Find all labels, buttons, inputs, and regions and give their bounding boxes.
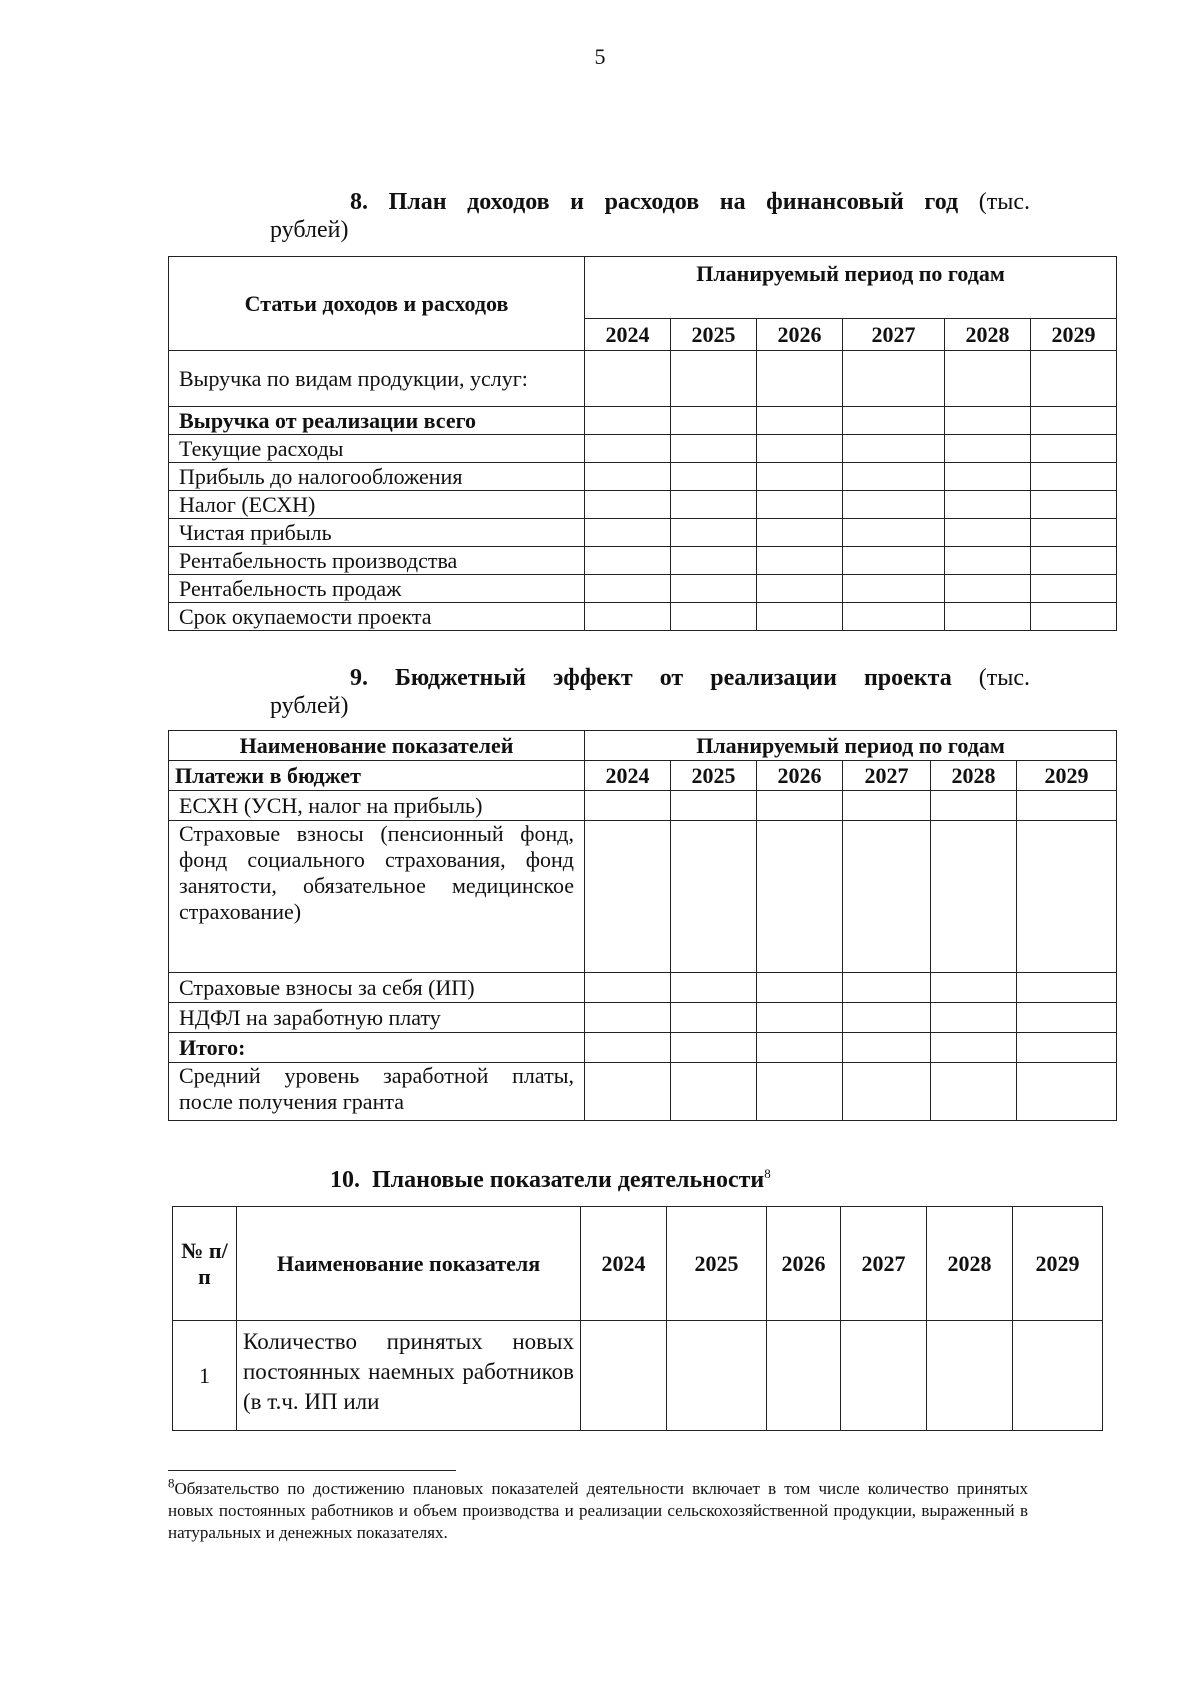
- value-cell: [931, 1003, 1017, 1033]
- value-cell: [843, 351, 945, 407]
- value-cell: [757, 973, 843, 1003]
- section-10-title-text: Плановые показатели деятельности: [372, 1167, 765, 1193]
- value-cell: [757, 1033, 843, 1063]
- section-8-title-line2: рублей): [270, 217, 349, 243]
- value-cell: [581, 1321, 667, 1431]
- value-cell: [585, 1063, 671, 1121]
- value-cell: [757, 435, 843, 463]
- row-label: Срок окупаемости проекта: [169, 603, 585, 631]
- table-row: [173, 1321, 1103, 1431]
- row-label: Выручка по видам продукции, услуг:: [169, 351, 585, 407]
- footnote-ref: 8: [764, 1166, 771, 1181]
- row-label: Средний уровень заработной платы, после получения гранта: [169, 1063, 585, 1121]
- row-label: Количество принятых новых постоянных наемных работников (в т.ч. ИП или: [237, 1321, 581, 1431]
- header-budget-payments: Платежи в бюджет: [169, 761, 585, 791]
- value-cell: [1031, 463, 1117, 491]
- value-cell: [671, 491, 757, 519]
- table-header-row: [173, 1207, 1103, 1321]
- value-cell: [757, 463, 843, 491]
- value-cell: [843, 791, 931, 821]
- table-row: [169, 791, 1117, 821]
- value-cell: [757, 491, 843, 519]
- value-cell: [843, 491, 945, 519]
- value-cell: [1031, 435, 1117, 463]
- row-label: ЕСХН (УСН, налог на прибыль): [169, 791, 585, 821]
- value-cell: [671, 1003, 757, 1033]
- value-cell: [585, 575, 671, 603]
- year-header: 2027: [843, 761, 931, 791]
- value-cell: [757, 791, 843, 821]
- footnote-mark: 8: [168, 1475, 175, 1491]
- page-number: 5: [594, 44, 606, 69]
- year-header: 2026: [757, 761, 843, 791]
- value-cell: [843, 407, 945, 435]
- value-cell: [585, 351, 671, 407]
- row-label: НДФЛ на заработную плату: [169, 1003, 585, 1033]
- section-9-title-bold: Бюджетный эффект от реализации проекта: [395, 665, 952, 691]
- value-cell: [767, 1321, 841, 1431]
- section-8-number: 8.: [350, 189, 368, 215]
- value-cell: [757, 519, 843, 547]
- income-expense-table: [168, 256, 1117, 631]
- value-cell: [843, 1063, 931, 1121]
- year-header: 2027: [841, 1207, 927, 1321]
- year-header: 2024: [585, 319, 671, 351]
- value-cell: [585, 603, 671, 631]
- value-cell: [757, 1063, 843, 1121]
- value-cell: [585, 519, 671, 547]
- section-8-title-bold: План доходов и расходов на финансовый год: [388, 189, 959, 215]
- value-cell: [843, 973, 931, 1003]
- table-row: [169, 1063, 1117, 1121]
- footnote-separator: [168, 1470, 456, 1471]
- section-8-title: [270, 188, 1030, 244]
- year-header: 2024: [581, 1207, 667, 1321]
- value-cell: [671, 519, 757, 547]
- value-cell: [1031, 547, 1117, 575]
- value-cell: [843, 463, 945, 491]
- year-header: 2028: [927, 1207, 1013, 1321]
- table-row: [169, 519, 1117, 547]
- value-cell: [757, 821, 843, 973]
- planned-indicators-table: [172, 1206, 1103, 1431]
- value-cell: [585, 407, 671, 435]
- row-label: Страховые взносы (пенсионный фонд, фонд социального страхования, фонд занятости, обязательное медицинское страхование): [169, 821, 585, 973]
- years-header-row: [169, 761, 1117, 791]
- value-cell: [1031, 491, 1117, 519]
- value-cell: [931, 821, 1017, 973]
- value-cell: [945, 407, 1031, 435]
- year-header: 2028: [945, 319, 1031, 351]
- value-cell: [671, 1063, 757, 1121]
- value-cell: [671, 407, 757, 435]
- value-cell: [843, 1033, 931, 1063]
- row-label: Рентабельность продаж: [169, 575, 585, 603]
- value-cell: [1017, 1033, 1117, 1063]
- row-label: Налог (ЕСХН): [169, 491, 585, 519]
- row-label: Прибыль до налогообложения: [169, 463, 585, 491]
- year-header: 2026: [767, 1207, 841, 1321]
- value-cell: [1017, 821, 1117, 973]
- row-label: Рентабельность производства: [169, 547, 585, 575]
- value-cell: [927, 1321, 1013, 1431]
- year-header: 2025: [671, 761, 757, 791]
- value-cell: [585, 973, 671, 1003]
- header-number: № п/п: [173, 1207, 237, 1321]
- section-10-title: [330, 1166, 1030, 1194]
- value-cell: [585, 791, 671, 821]
- value-cell: [757, 575, 843, 603]
- year-header: 2024: [585, 761, 671, 791]
- value-cell: [667, 1321, 767, 1431]
- value-cell: [585, 491, 671, 519]
- row-number: 1: [173, 1321, 237, 1431]
- year-header: 2025: [667, 1207, 767, 1321]
- value-cell: [841, 1321, 927, 1431]
- value-cell: [585, 1033, 671, 1063]
- table-row: [169, 547, 1117, 575]
- header-income-expense-items: Статьи доходов и расходов: [169, 257, 585, 319]
- value-cell: [843, 603, 945, 631]
- value-cell: [843, 1003, 931, 1033]
- year-header: 2029: [1031, 319, 1117, 351]
- value-cell: [843, 435, 945, 463]
- header-blank: [169, 319, 585, 351]
- year-header: 2027: [843, 319, 945, 351]
- header-indicator-name: Наименование показателя: [237, 1207, 581, 1321]
- row-label: Страховые взносы за себя (ИП): [169, 973, 585, 1003]
- value-cell: [671, 973, 757, 1003]
- value-cell: [585, 463, 671, 491]
- year-header: 2028: [931, 761, 1017, 791]
- value-cell: [757, 603, 843, 631]
- value-cell: [843, 575, 945, 603]
- year-header: 2029: [1013, 1207, 1103, 1321]
- year-header: 2029: [1017, 761, 1117, 791]
- section-9-title-rest: (тыс.: [978, 665, 1030, 691]
- value-cell: [945, 491, 1031, 519]
- value-cell: [671, 1033, 757, 1063]
- section-10-number: 10.: [330, 1167, 360, 1193]
- header-planned-period: Планируемый период по годам: [585, 257, 1117, 319]
- years-header-row: [169, 319, 1117, 351]
- value-cell: [1017, 1003, 1117, 1033]
- table-row: [169, 491, 1117, 519]
- value-cell: [671, 603, 757, 631]
- value-cell: [1017, 973, 1117, 1003]
- value-cell: [1013, 1321, 1103, 1431]
- value-cell: [945, 435, 1031, 463]
- value-cell: [671, 435, 757, 463]
- table-row: [169, 821, 1117, 973]
- value-cell: [1017, 791, 1117, 821]
- value-cell: [671, 575, 757, 603]
- section-8-title-rest: (тыс.: [978, 189, 1031, 215]
- value-cell: [585, 547, 671, 575]
- value-cell: [945, 463, 1031, 491]
- value-cell: [757, 407, 843, 435]
- value-cell: [757, 351, 843, 407]
- table-row: [169, 435, 1117, 463]
- value-cell: [945, 547, 1031, 575]
- value-cell: [945, 603, 1031, 631]
- table-row: [169, 973, 1117, 1003]
- value-cell: [1031, 519, 1117, 547]
- value-cell: [945, 575, 1031, 603]
- value-cell: [1031, 575, 1117, 603]
- value-cell: [671, 791, 757, 821]
- header-indicator-names: Наименование показателей: [169, 731, 585, 761]
- year-header: 2025: [671, 319, 757, 351]
- budget-effect-table: [168, 730, 1117, 1121]
- table-row: [169, 463, 1117, 491]
- value-cell: [1031, 351, 1117, 407]
- table-row: [169, 407, 1117, 435]
- value-cell: [843, 821, 931, 973]
- table-row: [169, 575, 1117, 603]
- value-cell: [757, 547, 843, 575]
- value-cell: [671, 351, 757, 407]
- table-row: [169, 1003, 1117, 1033]
- value-cell: [671, 821, 757, 973]
- row-label: Чистая прибыль: [169, 519, 585, 547]
- value-cell: [757, 1003, 843, 1033]
- footnote: [168, 1475, 1028, 1544]
- value-cell: [585, 435, 671, 463]
- table-row: [169, 603, 1117, 631]
- value-cell: [671, 547, 757, 575]
- row-label: Итого:: [169, 1033, 585, 1063]
- value-cell: [945, 351, 1031, 407]
- value-cell: [931, 973, 1017, 1003]
- table-row: [169, 351, 1117, 407]
- section-9-title-line2: рублей): [270, 693, 349, 719]
- value-cell: [931, 791, 1017, 821]
- value-cell: [945, 519, 1031, 547]
- header-planned-period: Планируемый период по годам: [585, 731, 1117, 761]
- value-cell: [1031, 407, 1117, 435]
- section-9-title: [270, 664, 1030, 720]
- value-cell: [931, 1033, 1017, 1063]
- value-cell: [671, 463, 757, 491]
- footnote-text: Обязательство по достижению плановых показателей деятельности включает в том числе количество принятых новых постоянных работников и объем производства и реализации сельскохозяйственной продукции, выраженный в натуральных и денежных показателях.: [168, 1479, 1028, 1542]
- value-cell: [1031, 603, 1117, 631]
- value-cell: [931, 1063, 1017, 1121]
- row-label: Текущие расходы: [169, 435, 585, 463]
- row-label: Выручка от реализации всего: [169, 407, 585, 435]
- value-cell: [1017, 1063, 1117, 1121]
- table-row: [169, 1033, 1117, 1063]
- section-9-number: 9.: [350, 665, 368, 691]
- value-cell: [585, 1003, 671, 1033]
- value-cell: [843, 547, 945, 575]
- year-header: 2026: [757, 319, 843, 351]
- value-cell: [843, 519, 945, 547]
- value-cell: [585, 821, 671, 973]
